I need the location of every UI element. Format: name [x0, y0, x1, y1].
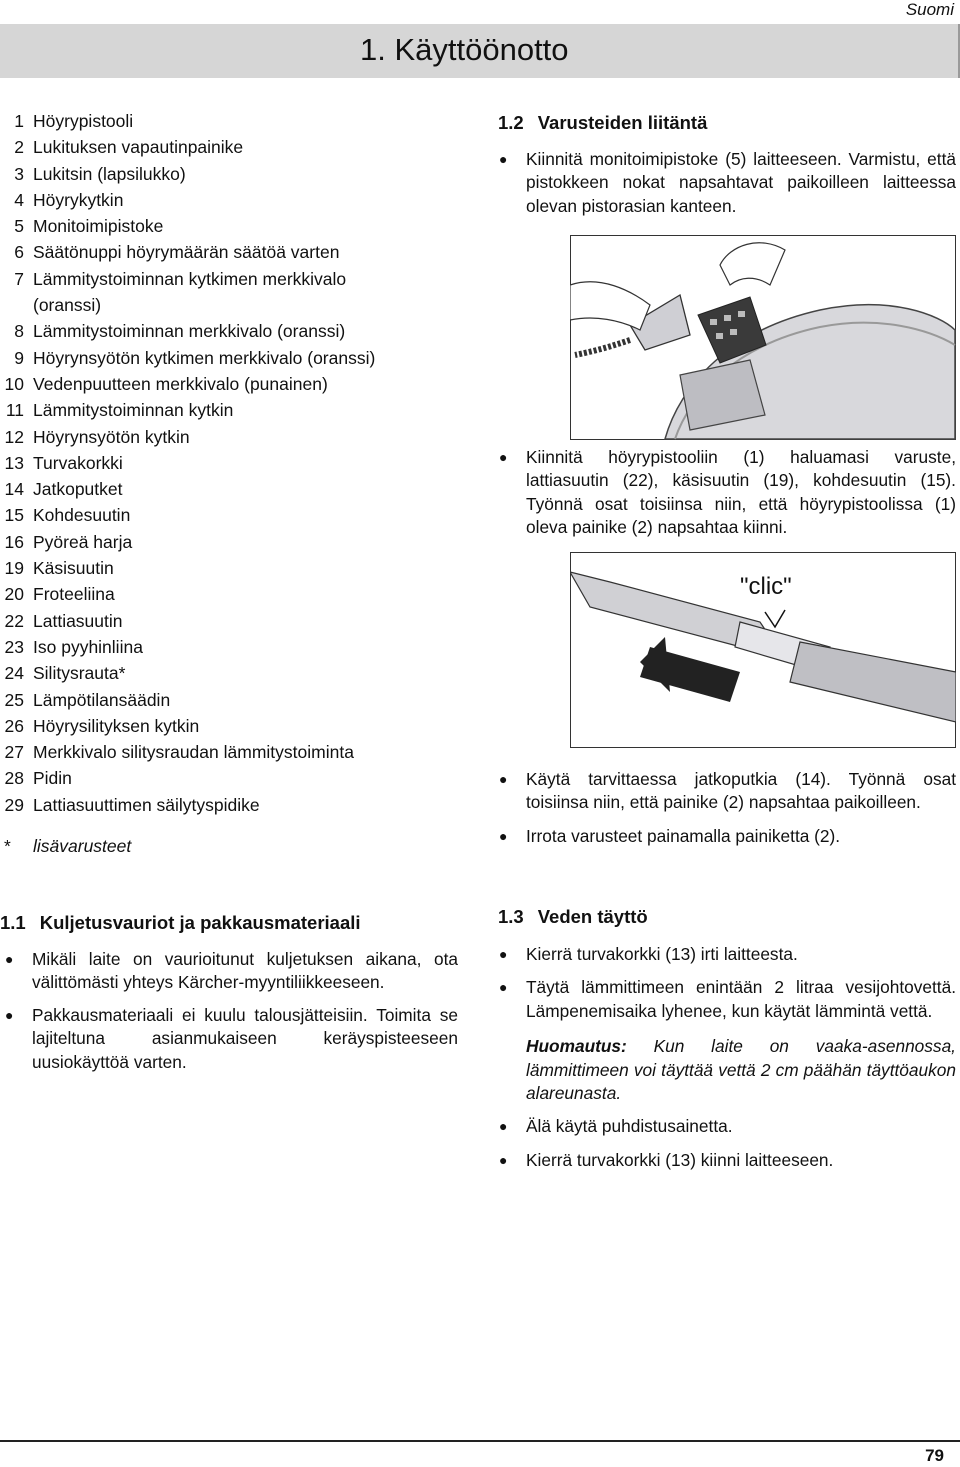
title-bar — [0, 24, 960, 78]
list-item: 15 Kohdesuutin — [4, 505, 131, 526]
list-item: 27 Merkkivalo silitysraudan lämmitystoiminta — [4, 742, 354, 763]
list-item: ● Irrota varusteet painamalla painiketta (2). — [494, 825, 956, 848]
list-item: 23 Iso pyyhinliina — [4, 636, 143, 657]
figure-plug-connection — [570, 235, 956, 440]
hint-note: Huomautus: Kun laite on vaaka-asennossa, lämmittimeen voi täyttää vettä 2 cm päähän täyttöaukon alareunasta. — [526, 1036, 956, 1104]
list-item: 1 Höyrypistooli — [14, 111, 134, 131]
bullet-icon: ● — [499, 449, 508, 465]
page-number: 79 — [925, 1446, 944, 1465]
note-text: lisävarusteet — [33, 836, 132, 856]
list-item: 14 Jatkoputket — [4, 479, 123, 500]
list-item: 25 Lämpötilansäädin — [4, 689, 171, 710]
list-item: 9 Höyrynsyötön kytkimen merkkivalo (oranssi) — [14, 347, 376, 368]
bullet-icon: ● — [499, 771, 508, 787]
list-item: 22 Lattiasuutin — [4, 610, 123, 631]
list-item: ● Käytä tarvittaessa jatkoputkia (14). Työnnä osat toisiinsa niin, että painike (2) napsahtaa paikoilleen. — [499, 769, 956, 813]
list-item: 19 Käsisuutin — [4, 558, 114, 579]
footer-divider — [0, 1440, 960, 1442]
accessory-list-1 — [494, 148, 956, 218]
bullet-icon: ● — [499, 1151, 508, 1168]
list-item: 8 Lämmitystoiminnan merkkivalo (oranssi) — [14, 321, 346, 342]
list-item: 28 Pidin — [4, 768, 72, 789]
list-item: ● Kierrä turvakorkki (13) kiinni laitteeseen. — [494, 1149, 956, 1172]
language-label: Suomi — [905, 0, 954, 19]
list-item: 7 Lämmitystoiminnan kytkimen merkkivalo (oranssi) — [14, 268, 347, 316]
page-title: 1. Käyttöönotto — [360, 32, 569, 67]
accessory-list-3 — [494, 768, 956, 848]
list-item: 2 Lukituksen vapautinpainike — [14, 137, 244, 158]
list-item: ● Täytä lämmittimeen enintään 2 litraa vesijohtovettä. Lämpenemisaika lyhenee, kun käytät lämmintä vettä. — [499, 977, 956, 1021]
list-item: 12 Höyrynsyötön kytkin — [4, 426, 190, 447]
figure-clic-connection — [570, 552, 956, 748]
bullet-icon: ● — [499, 827, 508, 844]
bullet-icon: ● — [499, 946, 508, 962]
list-item: ● Kiinnitä monitoimipistoke (5) laitteeseen. Varmistu, että pistokkeen nokat napsahtavat paikoilleen laitteessa olevan pistorasian kanteen. — [499, 149, 956, 216]
list-item: 6 Säätönuppi höyrymäärän säätöä varten — [14, 242, 340, 263]
accessory-list-2 — [494, 446, 956, 540]
list-item: 20 Froteeliina — [4, 584, 115, 605]
clic-label: "clic" — [740, 573, 792, 600]
section-heading-1-1: 1.1 Kuljetusvauriot ja pakkausmateriaali — [0, 912, 361, 933]
list-item: ● Mikäli laite on vaurioitunut kuljetuksen aikana, ota välittömästi yhteys Kärcher-myyntiliikkeeseen. — [5, 949, 458, 993]
list-item: 11 Lämmitystoiminnan kytkin — [5, 400, 234, 421]
list-item: 13 Turvakorkki — [4, 452, 123, 473]
list-item: ● Pakkausmateriaali ei kuulu talousjätteisiin. Toimita se lajiteltuna asianmukaiseen keräyspisteeseen uusiokäyttöä varten. — [5, 1004, 458, 1072]
bullet-icon: ● — [499, 151, 508, 167]
list-item: 3 Lukitsin (lapsilukko) — [14, 163, 186, 184]
parts-list — [0, 108, 403, 818]
bullet-icon: ● — [499, 979, 508, 996]
list-item: 5 Monitoimipistoke — [14, 216, 164, 237]
transport-list — [0, 948, 458, 1074]
list-item: ● Älä käytä puhdistusainetta. — [494, 1115, 956, 1138]
list-item: 4 Höyrykytkin — [14, 189, 124, 210]
bullet-icon: ● — [499, 1118, 508, 1135]
list-item: 24 Silitysrauta* — [4, 663, 126, 684]
list-item: ● Kierrä turvakorkki (13) irti laitteesta. — [494, 943, 956, 966]
bullet-icon: ● — [5, 1006, 14, 1023]
list-item: ● Kiinnitä höyrypistooliin (1) haluamasi varuste, lattiasuutin (22), käsisuutin (19), kohdesuutin (15). Työnnä osat toisiinsa niin, että höyrypistoolissa (1) oleva painike (2) napsahtaa kiinni. — [499, 447, 956, 538]
list-item: 10 Vedenpuutteen merkkivalo (punainen) — [4, 373, 328, 394]
section-heading-1-2: 1.2 Varusteiden liitäntä — [498, 112, 708, 133]
water-fill-list — [494, 943, 956, 1172]
list-item: 29 Lattiasuuttimen säilytyspidike — [4, 794, 260, 815]
asterisk: * — [4, 836, 11, 856]
list-item: 26 Höyrysilityksen kytkin — [4, 715, 200, 736]
bullet-icon: ● — [5, 951, 14, 967]
section-heading-1-3: 1.3 Veden täyttö — [498, 906, 648, 927]
list-item: 16 Pyöreä harja — [4, 531, 133, 552]
